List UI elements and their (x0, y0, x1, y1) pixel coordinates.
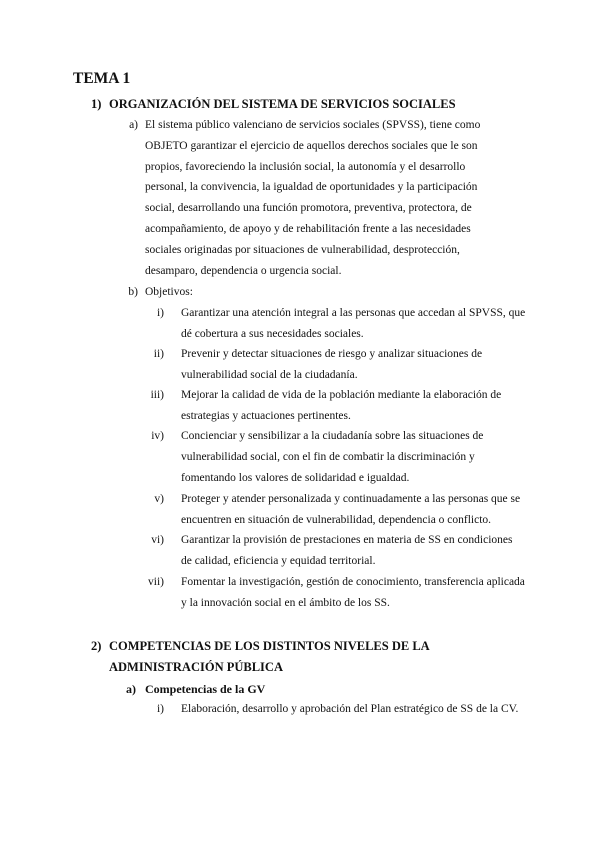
objective-text: Concienciar y sensibilizar a la ciudadanía sobre las situaciones de vulnerabilidad social, con el fin de combatir la discriminación y fomentando los valores de solidaridad e igualdad. (181, 430, 484, 484)
objective-text: Proteger y atender personalizada y continuadamente a las personas que se encuentren en situación de vulnerabilidad, dependencia o conflicto. (181, 493, 521, 526)
objective-item (140, 530, 525, 572)
objective-item (140, 344, 525, 386)
objective-text: Prevenir y detectar situaciones de riesgo y analizar situaciones de vulnerabilidad social de la ciudadanía. (181, 348, 483, 381)
objective-text: Mejorar la calidad de vida de la población mediante la elaboración de estrategias y actuaciones pertinentes. (181, 389, 502, 422)
objective-marker: i) (156, 307, 164, 319)
objective-item (140, 303, 525, 345)
item-text: Objetivos: (145, 286, 193, 298)
objective-marker: v) (154, 493, 164, 505)
objective-text: Garantizar una atención integral a las personas que accedan al SPVSS, que dé cobertura a sus necesidades sociales. (181, 307, 526, 340)
objective-item (140, 426, 525, 489)
objective-text: Garantizar la provisión de prestaciones en materia de SS en condiciones de calidad, eficiencia y equidad territorial. (181, 534, 513, 567)
item-marker: b) (128, 286, 138, 298)
item-text: El sistema público valenciano de servicios sociales (SPVSS), tiene como OBJETO garantizar el ejercicio de aquellos derechos sociales que le son propios, favoreciendo la inclusión social, la autonomía y el desarrollo personal, la convivencia, la igualdad de oportunidades y la participación social, desarrollando una función promotora, preventiva, protectora, de acompañamiento, de apoyo y de rehabilitación frente a las necesidades sociales originadas por situaciones de vulnerabilidad, desprotección, desamparo, dependencia o urgencia social. (145, 119, 481, 277)
objective-item (140, 489, 525, 531)
objective-item (140, 572, 525, 614)
section-1-number: 1) (91, 97, 102, 111)
objective-marker: vii) (148, 576, 164, 588)
objective-marker: ii) (153, 348, 164, 360)
section-1-item-b (120, 282, 505, 303)
section-2-title-line1: COMPETENCIAS DE LOS DISTINTOS NIVELES DE LA (109, 639, 430, 653)
section-2-sub-a-marker: a) (126, 682, 136, 696)
document-title: TEMA 1 (73, 70, 131, 87)
objective-item (140, 385, 525, 427)
competence-text: Elaboración, desarrollo y aprobación del Plan estratégico de SS de la CV. (181, 703, 519, 715)
section-2-sub-a-title: Competencias de la GV (145, 682, 266, 696)
section-1-item-a (120, 115, 505, 285)
section-2-number: 2) (91, 639, 102, 653)
competence-item (140, 699, 525, 741)
section-1-title: ORGANIZACIÓN DEL SISTEMA DE SERVICIOS SOCIALES (109, 97, 456, 111)
competence-marker: i) (156, 703, 164, 715)
item-marker: a) (129, 119, 138, 131)
section-2-title-line2: ADMINISTRACIÓN PÚBLICA (109, 660, 283, 674)
objective-marker: iii) (150, 389, 164, 401)
objective-marker: iv) (151, 430, 164, 442)
section-1-heading (91, 94, 511, 115)
section-2-heading (91, 636, 511, 678)
objective-text: Fomentar la investigación, gestión de conocimiento, transferencia aplicada y la innovación social en el ámbito de los SS. (181, 576, 525, 609)
objective-marker: vi) (151, 534, 164, 546)
